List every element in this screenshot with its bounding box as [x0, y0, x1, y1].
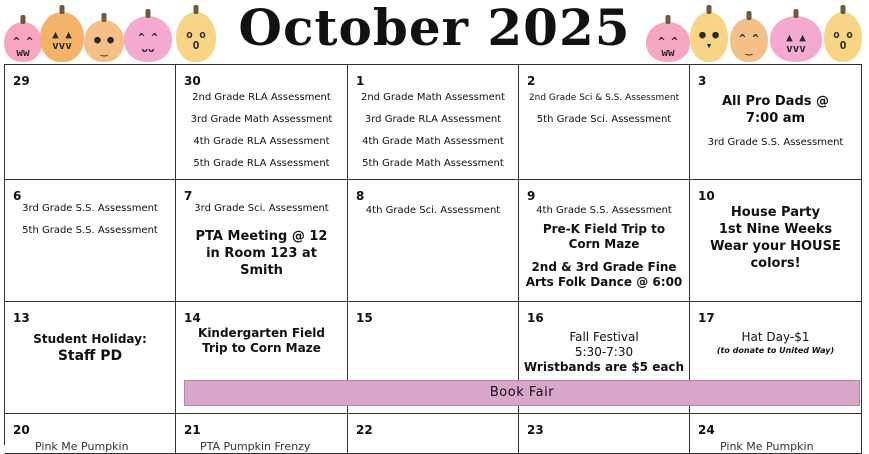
assessment-text: 3rd Grade Math Assessment	[190, 114, 333, 125]
pumpkin-icon: o o O	[824, 12, 862, 62]
day-cell-2[interactable]	[519, 65, 690, 180]
event-text: House Party	[730, 205, 821, 220]
day-cell-21[interactable]	[176, 414, 348, 454]
day-cell-10[interactable]	[690, 180, 862, 302]
day-number: 22	[356, 423, 373, 437]
assessment-text: 5th Grade Math Assessment	[362, 158, 504, 169]
pumpkin-icon: ^ ^ ww	[646, 22, 690, 62]
assessment-text: 3rd Grade S.S. Assessment	[22, 203, 158, 214]
event-text: 5:30-7:30	[574, 345, 634, 359]
day-number: 1	[356, 74, 365, 88]
day-number: 9	[527, 189, 536, 203]
assessment-text: 2nd Grade Math Assessment	[360, 92, 506, 103]
page-title: October 2025	[238, 0, 631, 57]
event-text: Staff PD	[57, 348, 123, 364]
event-text: Student Holiday:	[33, 332, 147, 346]
event-text: 1st Nine Weeks	[718, 222, 833, 237]
day-number: 30	[184, 74, 201, 88]
assessment-text: 3rd Grade Sci. Assessment	[194, 203, 329, 214]
event-text: Hat Day-$1	[741, 330, 810, 344]
event-text-cutoff: Pink Me Pumpkin	[35, 440, 129, 453]
pumpkin-icon: ^ ^ ‿	[730, 18, 768, 62]
day-number: 7	[184, 189, 193, 203]
pumpkin-icon: ^ ^ ᴗᴗ	[124, 16, 172, 62]
event-text: Wear your HOUSE	[710, 239, 841, 254]
book-fair-banner[interactable]: Book Fair	[184, 380, 860, 406]
pumpkin-icon: ● ● ▾	[690, 12, 728, 62]
day-cell-8[interactable]	[348, 180, 519, 302]
pumpkin-decoration-right	[646, 4, 866, 62]
day-number: 10	[698, 189, 715, 203]
day-number: 29	[13, 74, 30, 88]
day-number: 16	[527, 311, 544, 325]
day-cell-9[interactable]	[519, 180, 690, 302]
day-cell-7[interactable]	[176, 180, 348, 302]
day-cell-3[interactable]	[690, 65, 862, 180]
assessment-text: 5th Grade Sci. Assessment	[536, 114, 672, 125]
pumpkin-icon: ▲ ▲ vvv	[770, 16, 822, 62]
day-number: 3	[698, 74, 707, 88]
day-cell-23[interactable]	[519, 414, 690, 454]
event-text: colors!	[750, 256, 801, 271]
event-text: All Pro Dads @ 7:00 am	[721, 94, 830, 126]
event-text: 2nd & 3rd Grade Fine Arts Folk Dance @ 6:00	[525, 260, 683, 289]
day-number: 6	[13, 189, 22, 203]
day-cell-1[interactable]	[348, 65, 519, 180]
day-cell-29[interactable]	[5, 65, 176, 180]
day-number: 17	[698, 311, 715, 325]
day-cell-20[interactable]	[5, 414, 176, 454]
assessment-text: 4th Grade Sci. Assessment	[365, 205, 501, 216]
assessment-text: 2nd Grade Sci & S.S. Assessment	[528, 93, 680, 103]
assessment-text: 4th Grade S.S. Assessment	[536, 205, 672, 216]
event-text-cutoff: Pink Me Pumpkin	[720, 440, 814, 453]
assessment-text: 2nd Grade RLA Assessment	[192, 92, 331, 103]
day-cell-24[interactable]	[690, 414, 862, 454]
assessment-text: 5th Grade RLA Assessment	[193, 158, 330, 169]
event-text: Wristbands are $5 each	[523, 360, 685, 374]
event-text: Kindergarten Field Trip to Corn Maze	[198, 326, 325, 355]
pumpkin-icon: ● ● ‿	[84, 20, 124, 62]
assessment-text: 5th Grade S.S. Assessment	[22, 225, 158, 236]
assessment-text: 3rd Grade RLA Assessment	[364, 114, 502, 125]
day-number: 8	[356, 189, 365, 203]
day-number: 15	[356, 311, 373, 325]
pumpkin-icon: ^ ^ ww	[4, 22, 42, 62]
day-number: 13	[13, 311, 30, 325]
day-number: 21	[184, 423, 201, 437]
day-number: 2	[527, 74, 536, 88]
event-text-cutoff: PTA Pumpkin Frenzy	[200, 440, 311, 453]
event-text: Pre-K Field Trip to Corn Maze	[542, 222, 666, 251]
day-number: 24	[698, 423, 715, 437]
day-cell-30[interactable]	[176, 65, 348, 180]
assessment-text: 3rd Grade S.S. Assessment	[707, 137, 844, 148]
day-number: 14	[184, 311, 201, 325]
assessment-text: 4th Grade RLA Assessment	[193, 136, 330, 147]
event-note: (to donate to United Way)	[716, 346, 835, 355]
day-number: 20	[13, 423, 30, 437]
day-cell-22[interactable]	[348, 414, 519, 454]
assessment-text: 4th Grade Math Assessment	[362, 136, 504, 147]
event-text: Fall Festival	[569, 330, 639, 344]
day-cell-6[interactable]	[5, 180, 176, 302]
pumpkin-icon: o o O	[176, 12, 216, 62]
day-cell-13[interactable]	[5, 302, 176, 414]
event-text: PTA Meeting @ 12 in Room 123 at Smith	[195, 229, 328, 278]
pumpkin-decoration-left	[4, 4, 224, 62]
day-number: 23	[527, 423, 544, 437]
pumpkin-icon: ▲ ▲ vvv	[40, 12, 84, 62]
